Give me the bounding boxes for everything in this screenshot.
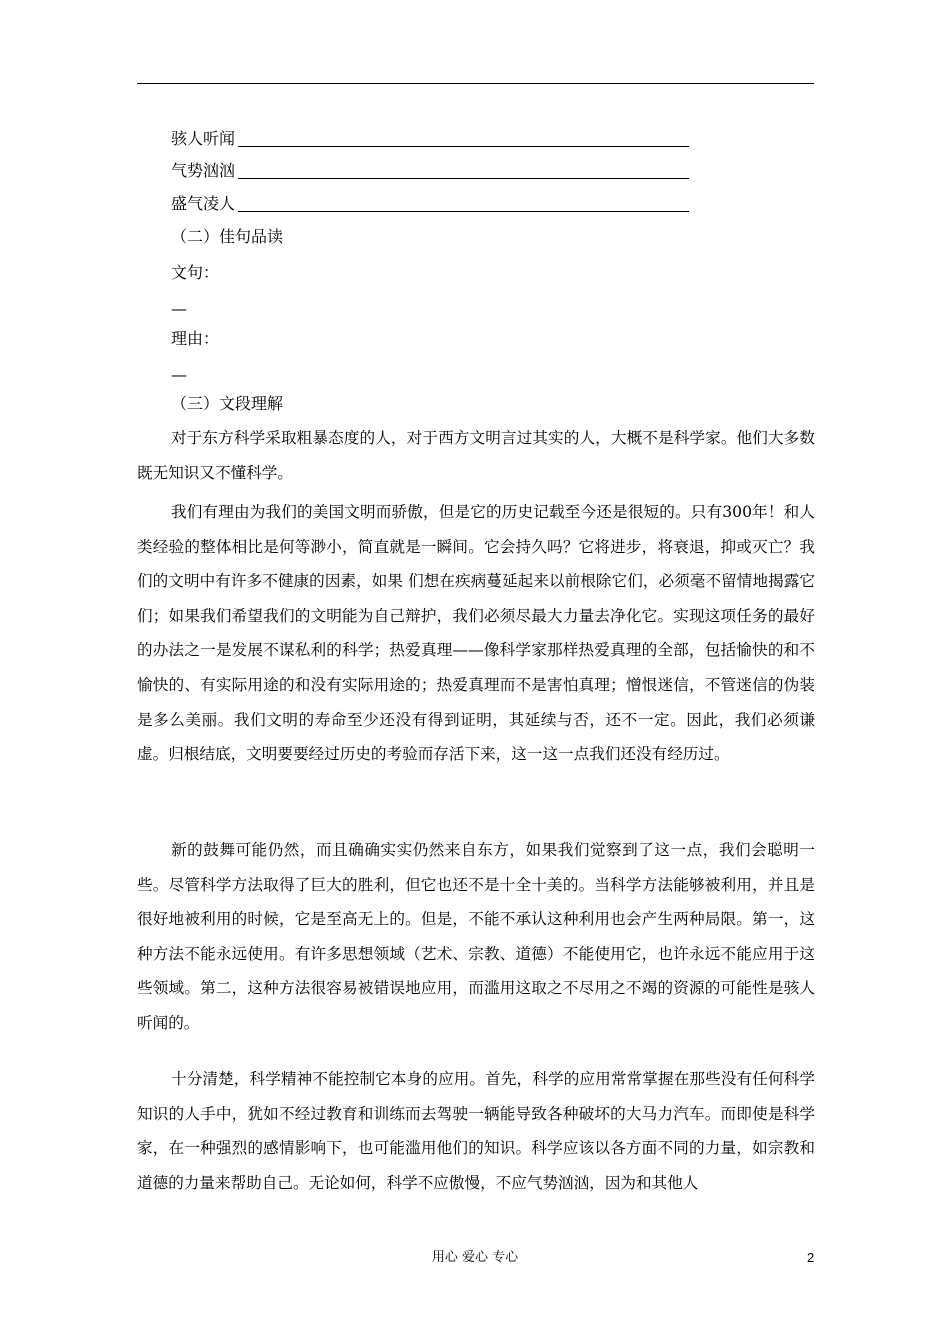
header-rule xyxy=(137,83,814,84)
vocab-item-3 xyxy=(171,189,235,219)
sentence-answer-dash: — xyxy=(171,299,187,318)
passage-paragraph-2: 我们有理由为我们的美国文明而骄傲，但是它的历史记载至今还是很短的。只有300年！和人类经验的整体相比是何等渺小，简直就是一瞬间。它会持久吗？它将进步，将衰退，抑或灭亡？我们的文明中有许多不健康的因素，如果 们想在疾病蔓延起来以前根除它们，必须毫不留情地揭露它们；如果我们希望我们的文明能为自己辩护，我们必须尽最大力量去净化它。实现这项任务的最好的办法之一是发展不谋私利的科学；热爱真理——像科学家那样热爱真理的全部，包括愉快的和不愉快的、有实际用途的和没有实际用途的；热爱真理而不是害怕真理；憎恨迷信，不管迷信的伪装是多么美丽。我们文明的寿命至少还没有得到证明，其延续与否，还不一定。因此，我们必须谦虚。归根结底，文明要要经过历史的考验而存活下来，这一这一点我们还没有经历过。 xyxy=(137,503,815,764)
vocab-term: 骇人听闻 xyxy=(171,129,236,148)
answer-blank[interactable] xyxy=(238,178,689,179)
answer-blank[interactable] xyxy=(238,211,689,212)
section-2-heading: （二）佳句品读 xyxy=(171,227,284,246)
reason-label: 理由： xyxy=(171,329,220,348)
section-3-heading: （三）文段理解 xyxy=(171,394,284,413)
reason-answer-dash: — xyxy=(171,365,187,384)
vocab-term: 盛气凌人 xyxy=(171,194,236,213)
footer-motto: 用心 爱心 专心 xyxy=(431,1250,519,1265)
page-number: 2 xyxy=(807,1250,815,1265)
vocab-item-2 xyxy=(171,156,235,186)
vocab-item-1 xyxy=(171,124,235,154)
answer-blank[interactable] xyxy=(238,146,689,147)
passage-paragraph-3: 新的鼓舞可能仍然，而且确确实实仍然来自东方，如果我们觉察到了这一点，我们会聪明一些。尽管科学方法取得了巨大的胜利，但它也还不是十全十美的。当科学方法能够被利用，并且是很好地被利用的时候，它是至高无上的。但是，不能不承认这种利用也会产生两种局限。第一，这种方法不能永远使用。有许多思想领域（艺术、宗教、道德）不能使用它，也许永远不能应用于这些领域。第二，这种方法很容易被错误地应用，而滥用这取之不尽用之不竭的资源的可能性是骇人听闻的。 xyxy=(137,841,815,1032)
passage-paragraph-4: 十分清楚，科学精神不能控制它本身的应用。首先，科学的应用常常掌握在那些没有任何科学知识的人手中，犹如不经过教育和训练而去驾驶一辆能导致各种破坏的大马力汽车。而即使是科学家，在一种强烈的感情影响下，也可能滥用他们的知识。科学应该以各方面不同的力量，如宗教和道德的力量来帮助自己。无论如何，科学不应傲慢，不应气势汹汹，因为和其他人 xyxy=(137,1070,815,1192)
sentence-label: 文句： xyxy=(171,263,220,282)
vocab-term: 气势汹汹 xyxy=(171,161,236,180)
passage-paragraph-1: 对于东方科学采取粗暴态度的人，对于西方文明言过其实的人，大概不是科学家。他们大多数既无知识又不懂科学。 xyxy=(137,429,815,482)
